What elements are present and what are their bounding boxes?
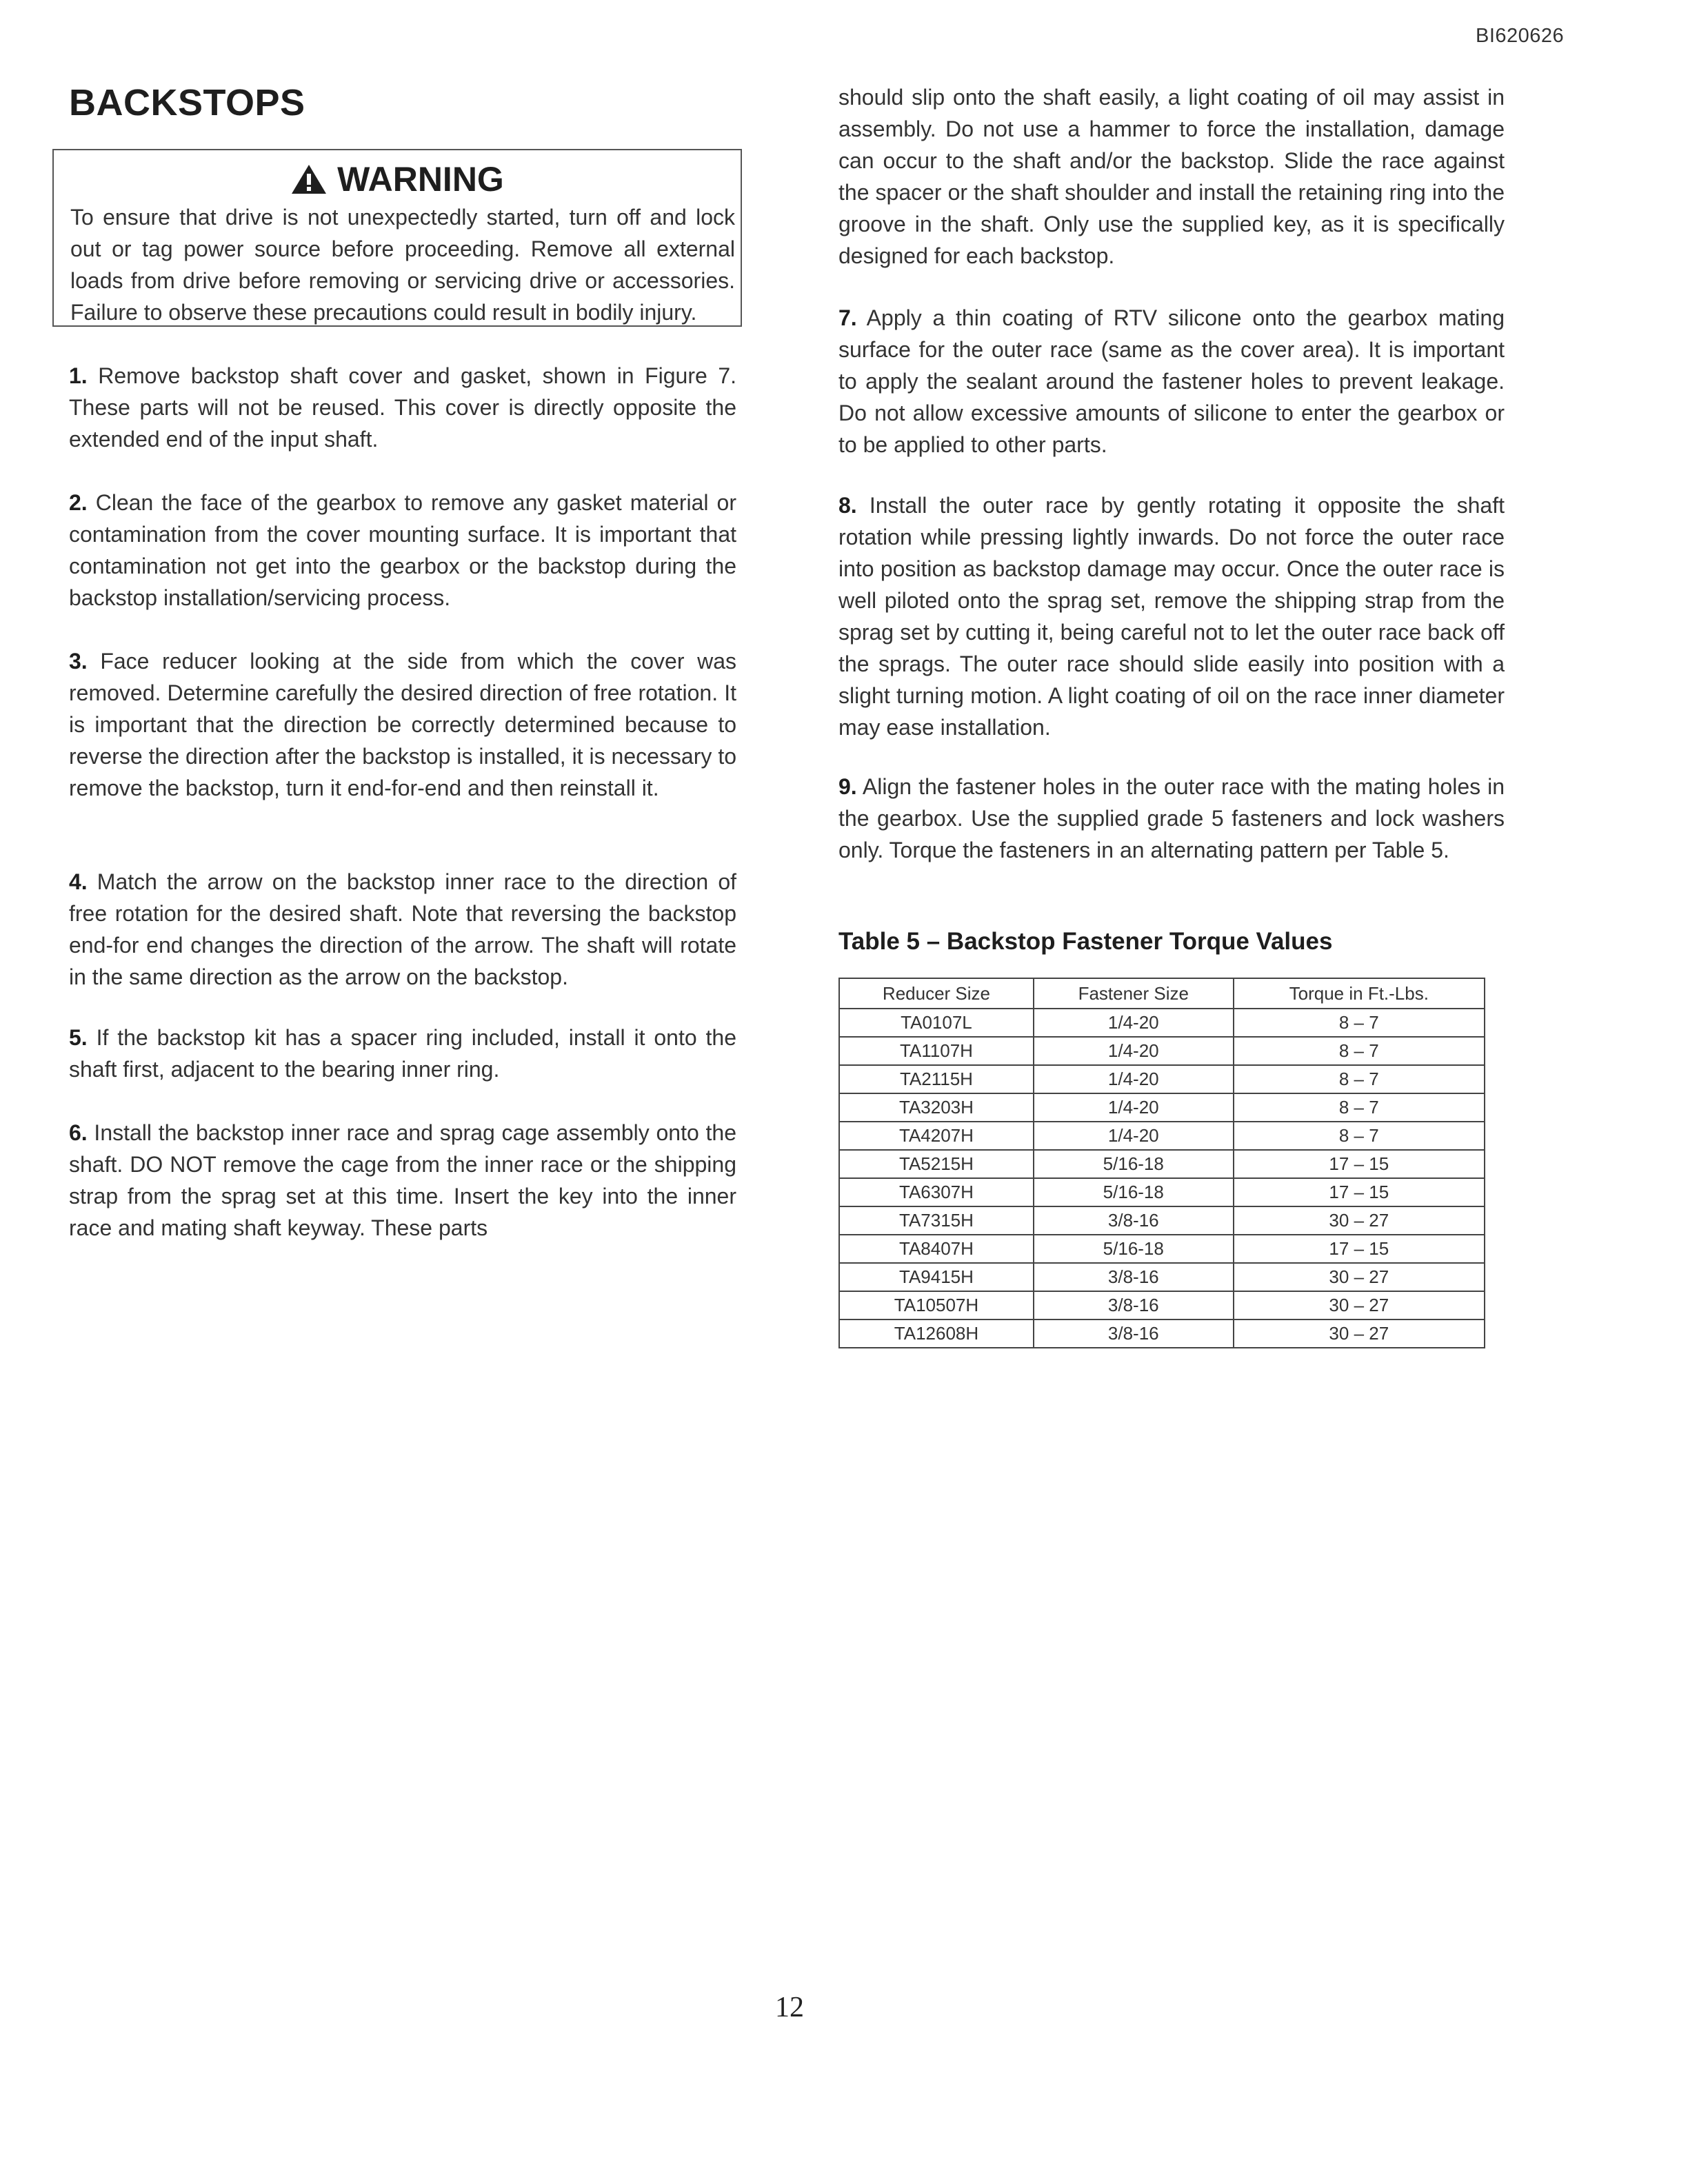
table-cell: TA0107L [839, 1009, 1034, 1037]
table-cell: 8 – 7 [1234, 1122, 1485, 1150]
warning-text: To ensure that drive is not unexpectedly started, turn off and lock out or tag power source before proceeding. Remove all external loads from drive before removing or servicing drive or accessories. Failure to observe these precautions could result in bodily injury. [70, 205, 735, 325]
step-number: 8. [838, 493, 857, 518]
column-header: Fastener Size [1034, 978, 1234, 1009]
table-cell: 5/16-18 [1034, 1235, 1234, 1263]
table-cell: 30 – 27 [1234, 1291, 1485, 1320]
table-row [839, 1178, 1485, 1206]
table-cell: TA12608H [839, 1320, 1034, 1348]
table-cell: TA9415H [839, 1263, 1034, 1291]
table-row [839, 1009, 1485, 1037]
step-text: Match the arrow on the backstop inner race to the direction of free rotation for the desired shaft. Note that reversing the backstop end-for end changes the direction of the arrow. The shaft will rotate in the same direction as the arrow on the backstop. [69, 869, 737, 989]
table-title: Table 5 – Backstop Fastener Torque Values [838, 928, 1333, 955]
step-number: 3. [69, 649, 88, 674]
table-row [839, 1263, 1485, 1291]
step-1 [69, 360, 736, 455]
table-cell: TA2115H [839, 1065, 1034, 1093]
table-cell: 30 – 27 [1234, 1320, 1485, 1348]
table-cell: 8 – 7 [1234, 1037, 1485, 1065]
step-text: Install the backstop inner race and sprag cage assembly onto the shaft. DO NOT remove the cage from the inner race or the shipping strap from the sprag set at this time. Insert the key into the inner race and mating shaft keyway. These parts [69, 1120, 737, 1240]
step-7 [838, 302, 1505, 461]
table-cell: 3/8-16 [1034, 1291, 1234, 1320]
document-id: BI620626 [1476, 25, 1565, 47]
table-cell: 30 – 27 [1234, 1263, 1485, 1291]
table-row [839, 1065, 1485, 1093]
step-text: Install the outer race by gently rotating it opposite the shaft rotation while pressing lightly inwards. Do not force the outer race into position as backstop damage may occur. Once the outer race is well piloted onto the sprag set, remove the shipping strap from the sprag set by cutting it, being careful not to let the outer race back off the sprags. The outer race should slide easily into position with a slight turning motion. A light coating of oil on the race inner diameter may ease installation. [838, 493, 1505, 740]
column-header: Torque in Ft.-Lbs. [1234, 978, 1485, 1009]
table-header-row [839, 978, 1485, 1009]
table-cell: TA4207H [839, 1122, 1034, 1150]
step-6 [69, 1117, 736, 1244]
warning-heading-text: WARNING [337, 160, 504, 199]
table-cell: 1/4-20 [1034, 1093, 1234, 1122]
step-number: 9. [838, 774, 857, 799]
table-cell: TA5215H [839, 1150, 1034, 1178]
step-text: Face reducer looking at the side from which the cover was removed. Determine carefully the desired direction of free rotation. It is important that the direction be correctly determined because to reverse the direction after the backstop is installed, it is necessary to remove the backstop, turn it end-for-end and then reinstall it. [69, 649, 737, 800]
table-cell: 17 – 15 [1234, 1178, 1485, 1206]
table-cell: 30 – 27 [1234, 1206, 1485, 1235]
table-cell: 8 – 7 [1234, 1009, 1485, 1037]
table-cell: TA7315H [839, 1206, 1034, 1235]
table-cell: 17 – 15 [1234, 1235, 1485, 1263]
table-cell: 8 – 7 [1234, 1093, 1485, 1122]
table-row [839, 1206, 1485, 1235]
page-title: BACKSTOPS [69, 82, 305, 123]
table-cell: 17 – 15 [1234, 1150, 1485, 1178]
column-header: Reducer Size [839, 978, 1034, 1009]
step-6-continued [838, 81, 1505, 272]
table-cell: TA6307H [839, 1178, 1034, 1206]
warning-heading [54, 159, 741, 200]
step-text: If the backstop kit has a spacer ring included, install it onto the shaft first, adjacent to the bearing inner ring. [69, 1025, 737, 1082]
step-number: 5. [69, 1025, 88, 1050]
step-3 [69, 645, 736, 804]
page-number: 12 [775, 1992, 804, 2023]
table-row [839, 1093, 1485, 1122]
table-row [839, 1235, 1485, 1263]
torque-table [838, 978, 1485, 1348]
step-text: Remove backstop shaft cover and gasket, shown in Figure 7. These parts will not be reused. This cover is directly opposite the extended end of the input shaft. [69, 363, 737, 452]
table-cell: 5/16-18 [1034, 1150, 1234, 1178]
table-cell: 5/16-18 [1034, 1178, 1234, 1206]
warning-triangle-icon [290, 163, 328, 195]
step-8 [838, 489, 1505, 743]
table-cell: 1/4-20 [1034, 1122, 1234, 1150]
step-text: Apply a thin coating of RTV silicone onto the gearbox mating surface for the outer race (same as the cover area). It is important to apply the sealant around the fastener holes to prevent leakage. Do not allow excessive amounts of silicone to enter the gearbox or to be applied to other parts. [838, 305, 1505, 457]
step-number: 6. [69, 1120, 88, 1145]
step-number: 4. [69, 869, 88, 894]
step-5 [69, 1022, 736, 1085]
table-cell: TA3203H [839, 1093, 1034, 1122]
table-cell: 3/8-16 [1034, 1206, 1234, 1235]
step-number: 1. [69, 363, 88, 388]
table-cell: 1/4-20 [1034, 1065, 1234, 1093]
table-cell: 3/8-16 [1034, 1263, 1234, 1291]
table-cell: TA8407H [839, 1235, 1034, 1263]
table-cell: TA10507H [839, 1291, 1034, 1320]
table-row [839, 1320, 1485, 1348]
table-row [839, 1150, 1485, 1178]
table-cell: TA1107H [839, 1037, 1034, 1065]
warning-box [52, 149, 742, 327]
step-text: Align the fastener holes in the outer race with the mating holes in the gearbox. Use the supplied grade 5 fasteners and lock washers only. Torque the fasteners in an alternating pattern per Table 5. [838, 774, 1505, 862]
table-cell: 8 – 7 [1234, 1065, 1485, 1093]
step-2 [69, 487, 736, 614]
step-9 [838, 771, 1505, 866]
step-number: 7. [838, 305, 857, 330]
step-4 [69, 866, 736, 993]
table-row [839, 1037, 1485, 1065]
table-row [839, 1122, 1485, 1150]
step-number: 2. [69, 490, 88, 515]
table-cell: 1/4-20 [1034, 1009, 1234, 1037]
step-text: should slip onto the shaft easily, a light coating of oil may assist in assembly. Do not use a hammer to force the installation, damage can occur to the shaft and/or the backstop. Slide the race against the spacer or the shaft shoulder and install the retaining ring into the groove in the shaft. Only use the supplied key, as it is specifically designed for each backstop. [838, 85, 1505, 268]
table-cell: 1/4-20 [1034, 1037, 1234, 1065]
table-row [839, 1291, 1485, 1320]
table-cell: 3/8-16 [1034, 1320, 1234, 1348]
step-text: Clean the face of the gearbox to remove any gasket material or contamination from the cover mounting surface. It is important that contamination not get into the gearbox or the backstop during the backstop installation/servicing process. [69, 490, 737, 610]
